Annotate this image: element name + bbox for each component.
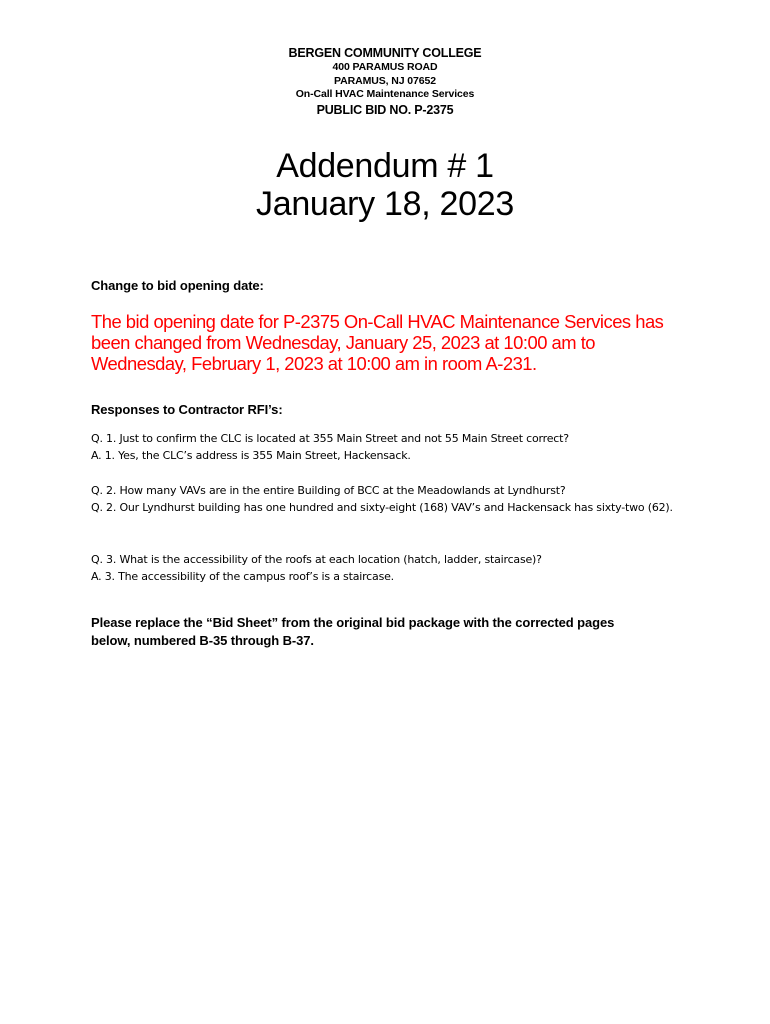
rfi-item-1 bbox=[91, 430, 691, 464]
change-heading: Change to bid opening date: bbox=[91, 278, 264, 293]
document-header bbox=[0, 46, 770, 118]
service-name: On-Call HVAC Maintenance Services bbox=[295, 88, 475, 100]
rfi-answer-3: A. 3. The accessibility of the campus roof’s is a staircase. bbox=[91, 570, 394, 583]
notice-line-2: been changed from Wednesday, January 25, 2023 at 10:00 am to bbox=[91, 332, 596, 353]
replace-note-line-1: Please replace the “Bid Sheet” from the original bid package with the corrected pages bbox=[91, 615, 615, 630]
rfi-answer-2: Q. 2. Our Lyndhurst building has one hundred and sixty-eight (168) VAV’s and Hackensack has sixty-two (62). bbox=[91, 501, 673, 514]
address-line-1: 400 PARAMUS ROAD bbox=[332, 61, 438, 73]
notice-line-3: Wednesday, February 1, 2023 at 10:00 am in room A-231. bbox=[91, 353, 537, 374]
replace-note-line-2: below, numbered B-35 through B-37. bbox=[91, 633, 314, 648]
bid-sheet-replacement-note bbox=[91, 614, 691, 650]
addendum-date: January 18, 2023 bbox=[256, 185, 514, 223]
rfi-question-2: Q. 2. How many VAVs are in the entire Building of BCC at the Meadowlands at Lyndhurst? bbox=[91, 484, 566, 497]
addendum-title bbox=[0, 147, 770, 223]
bid-number: PUBLIC BID NO. P-2375 bbox=[316, 102, 454, 117]
addendum-number: Addendum # 1 bbox=[276, 147, 494, 185]
college-name: BERGEN COMMUNITY COLLEGE bbox=[288, 46, 482, 60]
bid-date-change-notice bbox=[91, 311, 691, 374]
rfi-item-2 bbox=[91, 482, 691, 516]
rfi-question-3: Q. 3. What is the accessibility of the roofs at each location (hatch, ladder, staircase)? bbox=[91, 553, 542, 566]
rfi-heading: Responses to Contractor RFI’s: bbox=[91, 402, 283, 417]
notice-line-1: The bid opening date for P-2375 On-Call HVAC Maintenance Services has bbox=[91, 311, 664, 332]
rfi-question-1: Q. 1. Just to confirm the CLC is located at 355 Main Street and not 55 Main Street correct? bbox=[91, 432, 569, 445]
rfi-answer-1: A. 1. Yes, the CLC’s address is 355 Main Street, Hackensack. bbox=[91, 449, 411, 462]
rfi-item-3 bbox=[91, 551, 691, 585]
address-line-2: PARAMUS, NJ 07652 bbox=[334, 74, 436, 87]
